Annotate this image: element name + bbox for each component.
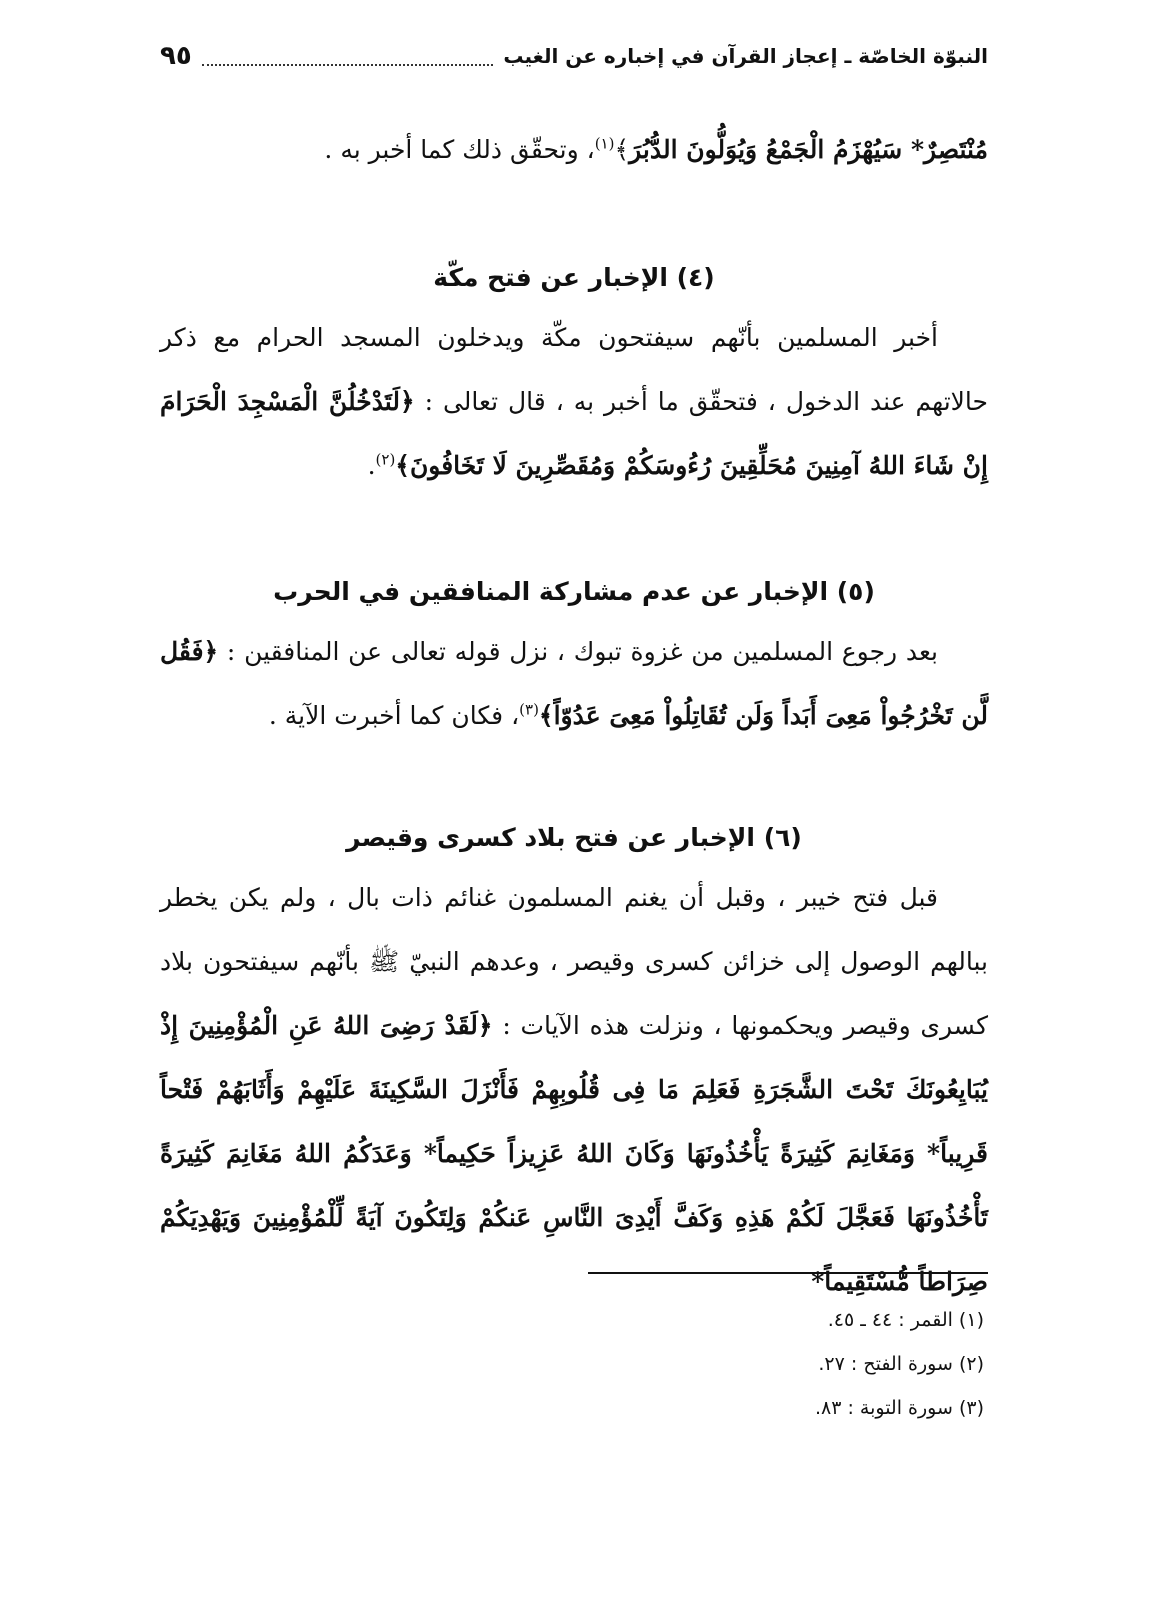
intro-rest: ، وتحقّق ذلك كما أخبر به . xyxy=(324,135,595,164)
section-5-verse: ﴿فَقُل لَّن تَخْرُجُواْ مَعِىَ أَبَداً وَلَن تُقَاتِلُواْ مَعِىَ عَدُوّاً﴾ xyxy=(160,637,988,730)
footnotes xyxy=(484,1298,984,1430)
footnote-ref-2: (٢) xyxy=(375,450,396,469)
footnote-2: (٢) سورة الفتح : ٢٧. xyxy=(818,1353,984,1375)
section-6-heading: (٦) الإخبار عن فتح بلاد كسرى وقيصر xyxy=(346,823,802,852)
main-content xyxy=(160,118,988,1314)
page-number: ٩٥ xyxy=(160,41,192,71)
section-6-paragraph xyxy=(160,866,988,1314)
footnote-divider xyxy=(588,1272,988,1274)
section-5-heading: (٥) الإخبار عن عدم مشاركة المنافقين في الحرب xyxy=(273,577,875,606)
section-4-paragraph xyxy=(160,306,988,498)
intro-paragraph: مُنْتَصِرٌ* سَيُهْزَمُ الْجَمْعُ وَيُوَلُّونَ الدُّبُرَ﴾$^{(١)}$، وتحقّق ذلك كما أخبر به . xyxy=(324,134,988,164)
footnote-ref-3: (٣) xyxy=(519,700,539,719)
intro-verse: مُنْتَصِرٌ* سَيُهْزَمُ الْجَمْعُ وَيُوَلُّونَ الدُّبُرَ xyxy=(629,135,988,164)
running-header xyxy=(160,36,988,76)
section-6-text: قبل فتح خيبر ، وقبل أن يغنم المسلمون غنائم ذات بال ، ولم يكن يخطر ببالهم الوصول إلى خزائن كسرى وقيصر ، وعدهم النبيّ ﷺ بأنّهم سيفتحون بلاد كسرى وقيصر ويحكمونها ، ونزلت هذه الآيات : xyxy=(160,883,988,1040)
footnote-1: (١) القمر : ٤٤ ـ ٤٥. xyxy=(827,1309,984,1331)
section-4-verse: ﴿لَتَدْخُلُنَّ الْمَسْجِدَ الْحَرَامَ إِنْ شَاءَ اللهُ آمِنِينَ مُحَلِّقِينَ رُءُوسَكُمْ وَمُقَصِّرِينَ لَا تَخَافُونَ﴾ xyxy=(160,387,988,480)
footnote-3: (٣) سورة التوبة : ٨٣. xyxy=(814,1397,984,1419)
footnote-ref-1: (١) xyxy=(594,134,615,153)
section-6-verse: ﴿لَقَدْ رَضِىَ اللهُ عَنِ الْمُؤْمِنِينَ إِذْ يُبَايِعُونَكَ تَحْتَ الشَّجَرَةِ فَعَلِمَ مَا فِى قُلُوبِهِمْ فَأَنْزَلَ السَّكِينَةَ عَلَيْهِمْ وَأَثَابَهُمْ فَتْحاً قَرِيباً* وَمَغَانِمَ كَثِيرَةً يَأْخُذُونَهَا وَكَانَ اللهُ عَزِيزاً حَكِيماً* وَعَدَكُمُ اللهُ مَغَانِمَ كَثِيرَةً تَأْخُذُونَهَا فَعَجَّلَ لَكُمْ هَذِهِ وَكَفَّ أَيْدِىَ النَّاسِ عَنكُمْ وَلِتَكُونَ آيَةً لِّلْمُؤْمِنِينَ وَيَهْدِيَكُمْ صِرَاطاً مُّسْتَقِيماً* xyxy=(160,1011,988,1296)
section-4-text-after: . xyxy=(367,451,376,480)
header-title: النبوّة الخاصّة ـ إعجاز القرآن في إخباره عن الغيب xyxy=(503,44,988,68)
section-4-text: أخبر المسلمين بأنّهم سيفتحون مكّة ويدخلون المسجد الحرام مع ذكر حالاتهم عند الدخول ، فتحقّق ما أخبر به ، قال تعالى : xyxy=(160,323,988,416)
section-5-text-after: ، فكان كما أخبرت الآية . xyxy=(268,701,520,730)
section-5-text: بعد رجوع المسلمين من غزوة تبوك ، نزل قوله تعالى عن المنافقين : xyxy=(218,637,938,666)
section-5-paragraph xyxy=(160,620,988,748)
section-4-heading: (٤) الإخبار عن فتح مكّة xyxy=(433,263,715,292)
header-leader-dots xyxy=(202,46,494,66)
